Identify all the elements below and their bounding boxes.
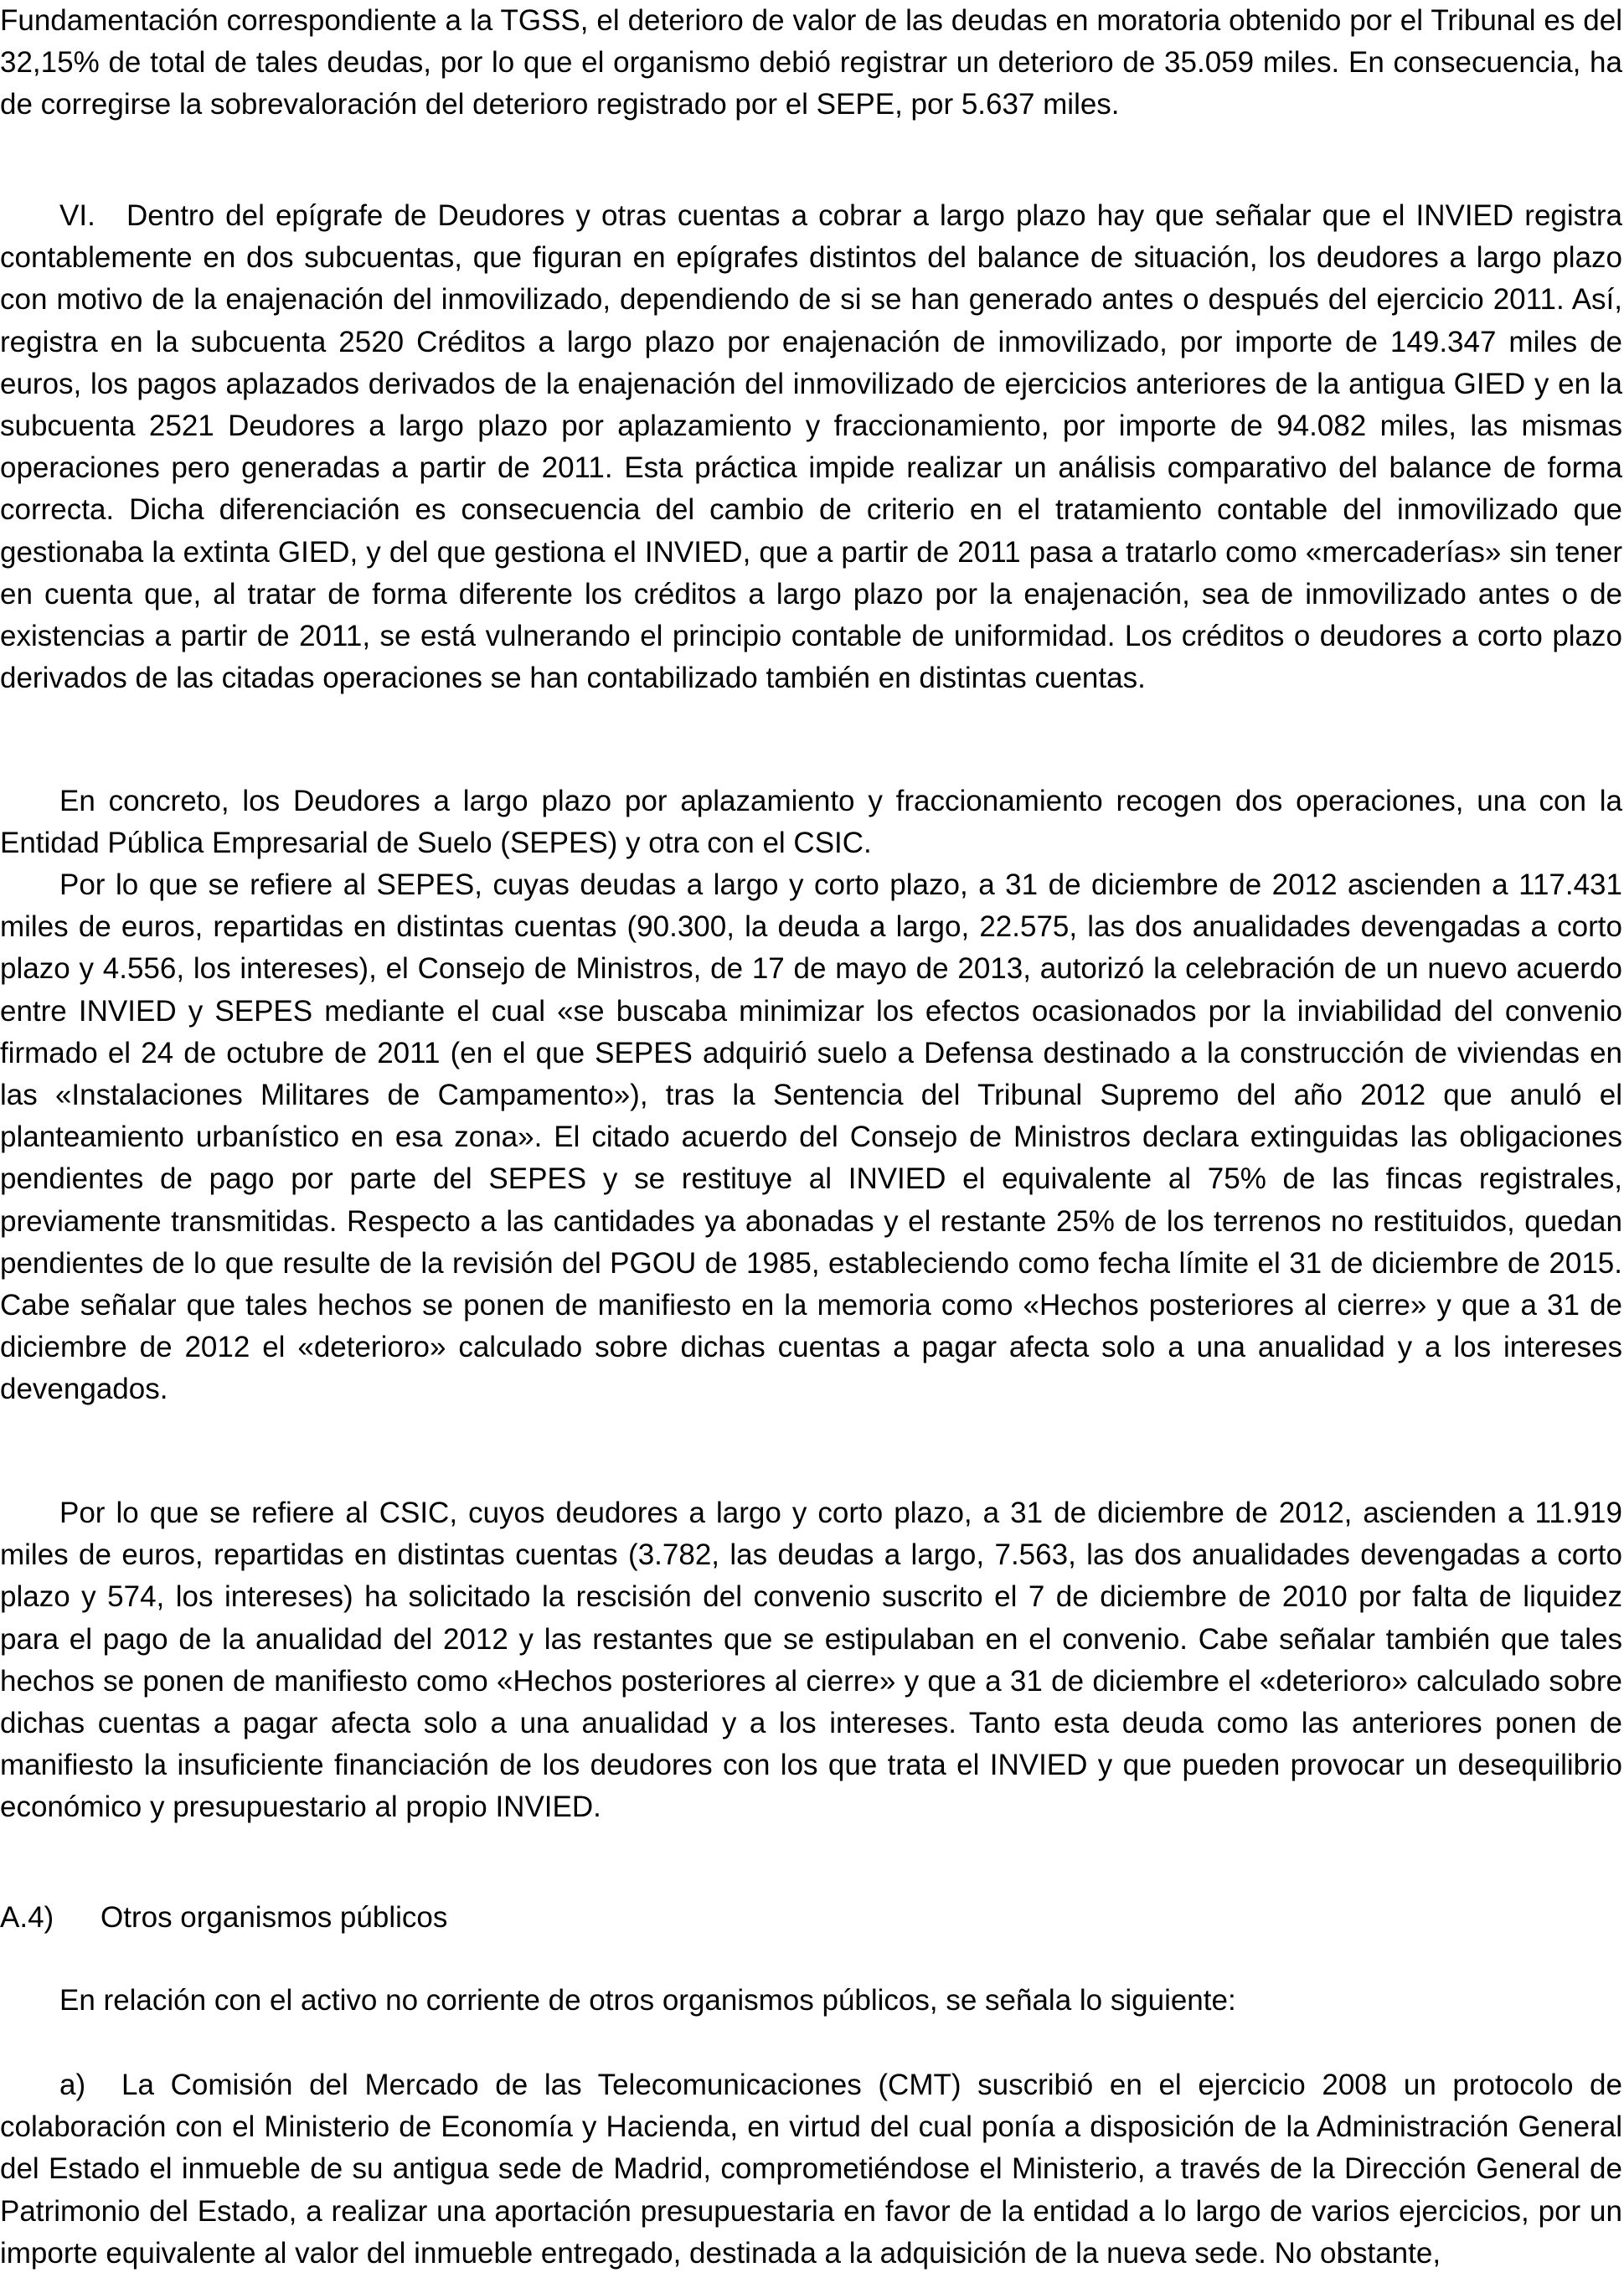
paragraph-a bbox=[0, 2064, 1622, 2275]
section-heading bbox=[0, 1897, 1622, 1939]
section-heading-title: Otros organismos públicos bbox=[101, 1901, 448, 1934]
paragraph-text: Por lo que se refiere al CSIC, cuyos deudores a largo y corto plazo, a 31 de diciembre de 2012, ascienden a 11.919 miles de euros, repartidas en distintas cuentas (3.782, las deudas a largo, 7.563, las dos anualidades devengadas a corto plazo y 574, los intereses) ha solicitado la rescisión del convenio suscrito el 7 de diciembre de 2010 por falta de liquidez para el pago de la anualidad del 2012 y las restantes que se estipulaban en el convenio. Cabe señalar también que tales hechos se ponen de manifiesto como «Hechos posteriores al cierre» y que a 31 de diciembre el «deterioro» calculado sobre dichas cuentas a pagar afecta solo a una anualidad y a los intereses. Tanto esta deuda como las anteriores ponen de manifiesto la insuficiente financiación de los deudores con los que trata el INVIED y que pueden provocar un desequilibrio económico y presupuestario al propio INVIED. bbox=[0, 1497, 1622, 1824]
paragraph-concreto bbox=[0, 781, 1622, 864]
paragraph-csic bbox=[0, 1492, 1622, 1829]
list-marker-a: a) bbox=[59, 2069, 86, 2101]
paragraph-sepes bbox=[0, 864, 1622, 1411]
paragraph-text: En relación con el activo no corriente de otros organismos públicos, se señala lo siguiente: bbox=[59, 1984, 1236, 2017]
paragraph-vi bbox=[0, 195, 1622, 699]
paragraph-tgss bbox=[0, 0, 1622, 126]
paragraph-text-a bbox=[0, 2064, 1622, 2275]
paragraph-relacion bbox=[0, 1980, 1622, 2022]
section-marker-vi: VI. bbox=[59, 199, 95, 232]
paragraph-text: En concreto, los Deudores a largo plazo por aplazamiento y fraccionamiento recogen dos operaciones, una con la Entidad Pública Empresarial de Suelo (SEPES) y otra con el CSIC. bbox=[0, 785, 1622, 860]
section-heading-a4 bbox=[0, 1897, 1622, 1939]
paragraph-text: Fundamentación correspondiente a la TGSS, el deterioro de valor de las deudas en moratoria obtenido por el Tribunal es del 32,15% de total de tales deudas, por lo que el organismo debió registrar un deterioro de 35.059 miles. En consecuencia, ha de corregirse la sobrevaloración del deterioro registrado por el SEPE, por 5.637 miles. bbox=[0, 4, 1622, 121]
paragraph-body-a: La Comisión del Mercado de las Telecomunicaciones (CMT) suscribió en el ejercicio 2008 un protocolo de colaboración con el Ministerio de Economía y Hacienda, en virtud del cual ponía a disposición de la Administración General del Estado el inmueble de su antigua sede de Madrid, comprometiéndose el Ministerio, a través de la Dirección General de Patrimonio del Estado, a realizar una aportación presupuestaria en favor de la entidad a lo largo de varios ejercicios, por un importe equivalente al valor del inmueble entregado, destinada a la adquisición de la nueva sede. No obstante, bbox=[0, 2069, 1622, 2270]
section-heading-number: A.4) bbox=[0, 1901, 54, 1934]
paragraph-body-vi: Dentro del epígrafe de Deudores y otras cuentas a cobrar a largo plazo hay que señalar que el INVIED registra contablemente en dos subcuentas, que figuran en epígrafes distintos del balance de situación, los deudores a largo plazo con motivo de la enajenación del inmovilizado, dependiendo de si se han generado antes o después del ejercicio 2011. Así, registra en la subcuenta 2520 Créditos a largo plazo por enajenación de inmovilizado, por importe de 149.347 miles de euros, los pagos aplazados derivados de la enajenación del inmovilizado de ejercicios anteriores de la antigua GIED y en la subcuenta 2521 Deudores a largo plazo por aplazamiento y fraccionamiento, por importe de 94.082 miles, las mismas operaciones pero generadas a partir de 2011. Esta práctica impide realizar un análisis comparativo del balance de forma correcta. Dicha diferenciación es consecuencia del cambio de criterio en el tratamiento contable del inmovilizado que gestionaba la extinta GIED, y del que gestiona el INVIED, que a partir de 2011 pasa a tratarlo como «mercaderías» sin tener en cuenta que, al tratar de forma diferente los créditos a largo plazo por la enajenación, sea de inmovilizado antes o de existencias a partir de 2011, se está vulnerando el principio contable de uniformidad. Los créditos o deudores a corto plazo derivados de las citadas operaciones se han contabilizado también en distintas cuentas. bbox=[0, 199, 1622, 695]
paragraph-text: Por lo que se refiere al SEPES, cuyas deudas a largo y corto plazo, a 31 de diciembre de 2012 ascienden a 117.431 miles de euros, repartidas en distintas cuentas (90.300, la deuda a largo, 22.575, las dos anualidades devengadas a corto plazo y 4.556, los intereses), el Consejo de Ministros, de 17 de mayo de 2013, autorizó la celebración de un nuevo acuerdo entre INVIED y SEPES mediante el cual «se buscaba minimizar los efectos ocasionados por la inviabilidad del convenio firmado el 24 de octubre de 2011 (en el que SEPES adquirió suelo a Defensa destinado a la construcción de viviendas en las «Instalaciones Militares de Campamento»), tras la Sentencia del Tribunal Supremo del año 2012 que anuló el planteamiento urbanístico en esa zona». El citado acuerdo del Consejo de Ministros declara extinguidas las obligaciones pendientes de pago por parte del SEPES y se restituye al INVIED el equivalente al 75% de las fincas registrales, previamente transmitidas. Respecto a las cantidades ya abonadas y el restante 25% de los terrenos no restituidos, quedan pendientes de lo que resulte de la revisión del PGOU de 1985, estableciendo como fecha límite el 31 de diciembre de 2015. Cabe señalar que tales hechos se ponen de manifiesto en la memoria como «Hechos posteriores al cierre» y que a 31 de diciembre de 2012 el «deterioro» calculado sobre dichas cuentas a pagar afecta solo a una anualidad y a los intereses devengados. bbox=[0, 868, 1622, 1406]
paragraph-text-vi bbox=[0, 195, 1622, 699]
